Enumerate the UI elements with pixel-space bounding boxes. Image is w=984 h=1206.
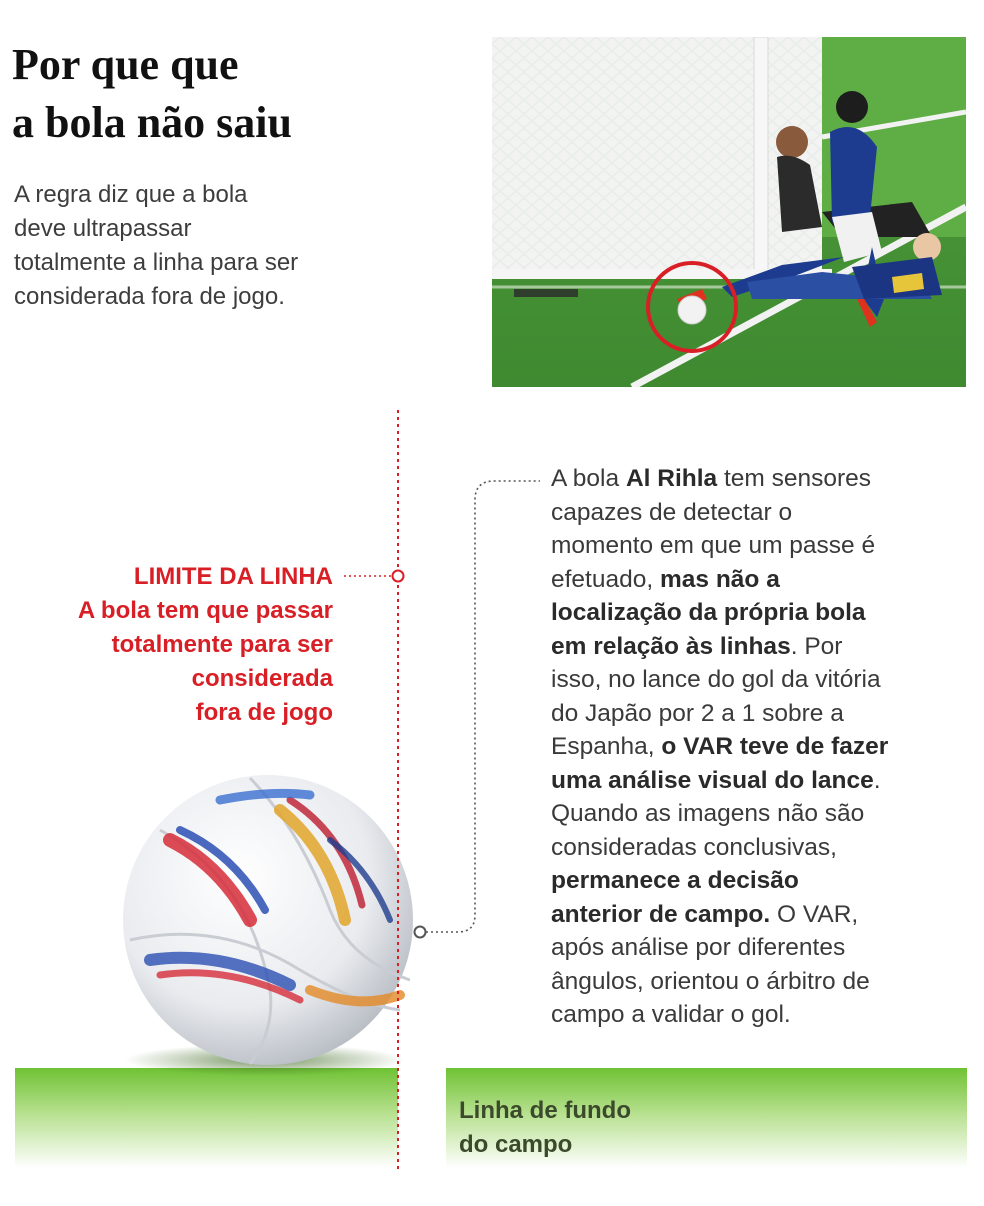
text-run: A bola <box>551 465 626 492</box>
explainer-line: capazes de detectar o <box>551 498 793 526</box>
field-label <box>459 1094 631 1162</box>
limit-line: considerada <box>191 665 333 692</box>
explainer-line <box>551 898 971 932</box>
title-line-2: a bola não saiu <box>12 98 292 147</box>
explainer-line <box>551 630 971 664</box>
emphasis: anterior de campo. <box>551 900 771 928</box>
limit-line: totalmente para ser <box>111 631 333 658</box>
explainer-line <box>551 864 971 898</box>
match-photo <box>492 37 966 387</box>
emphasis: uma análise visual do lance <box>551 766 874 794</box>
explainer-line: isso, no lance do gol da vitória <box>551 666 881 693</box>
explainer-line <box>551 563 971 597</box>
field-label-line: do campo <box>459 1131 573 1158</box>
al-rihla-ball <box>100 770 440 1080</box>
emphasis: localização da própria bola <box>551 599 866 626</box>
title-line-1: Por que que <box>12 40 239 89</box>
limit-dot-icon <box>393 571 404 582</box>
text-run: . <box>873 766 881 794</box>
limit-line: fora de jogo <box>195 699 333 726</box>
explainer-line <box>551 730 971 764</box>
lede-line: deve ultrapassar <box>14 215 192 242</box>
page-title <box>12 36 432 152</box>
lede-line: considerada fora de jogo. <box>14 283 285 310</box>
explainer-line: campo a validar o gol. <box>551 1001 791 1028</box>
grass-left <box>15 1068 398 1168</box>
lede-text <box>14 178 374 314</box>
emphasis: permanece a decisão <box>551 867 799 894</box>
explainer-line: consideradas conclusivas, <box>551 833 837 861</box>
emphasis: em relação às linhas <box>551 632 791 660</box>
limit-title: LIMITE DA LINHA <box>133 563 333 590</box>
ball-icon <box>100 770 440 1080</box>
explainer-line: do Japão por 2 a 1 sobre a <box>551 699 844 727</box>
explainer-line: Quando as imagens não são <box>551 800 865 827</box>
explainer-line: momento em que um passe é <box>551 532 876 559</box>
match-photo-illustration <box>492 37 966 387</box>
explainer-line <box>551 596 971 630</box>
lede-line: A regra diz que a bola <box>14 181 248 208</box>
explainer-line: ângulos, orientou o árbitro de <box>551 967 870 995</box>
ball-name: Al Rihla <box>625 465 718 492</box>
text-run: Espanha, <box>551 733 662 760</box>
emphasis: mas não a <box>659 565 780 593</box>
text-run: O VAR, <box>770 900 859 928</box>
lede-line: totalmente a linha para ser <box>14 249 299 276</box>
field-strip-left <box>15 1068 398 1168</box>
explainer-line <box>551 462 971 496</box>
text-run: . Por <box>790 632 843 660</box>
limit-callout <box>0 560 333 730</box>
field-label-line: Linha de fundo <box>459 1097 631 1124</box>
text-run: tem sensores <box>717 465 872 492</box>
limit-line: A bola tem que passar <box>77 597 333 624</box>
explainer-line: após análise por diferentes <box>551 934 846 961</box>
text-run: efetuado, <box>551 565 660 593</box>
explainer-text <box>551 462 971 1032</box>
sensor-connector <box>426 481 540 932</box>
explainer-line <box>551 764 971 798</box>
emphasis: o VAR teve de fazer <box>661 733 889 760</box>
